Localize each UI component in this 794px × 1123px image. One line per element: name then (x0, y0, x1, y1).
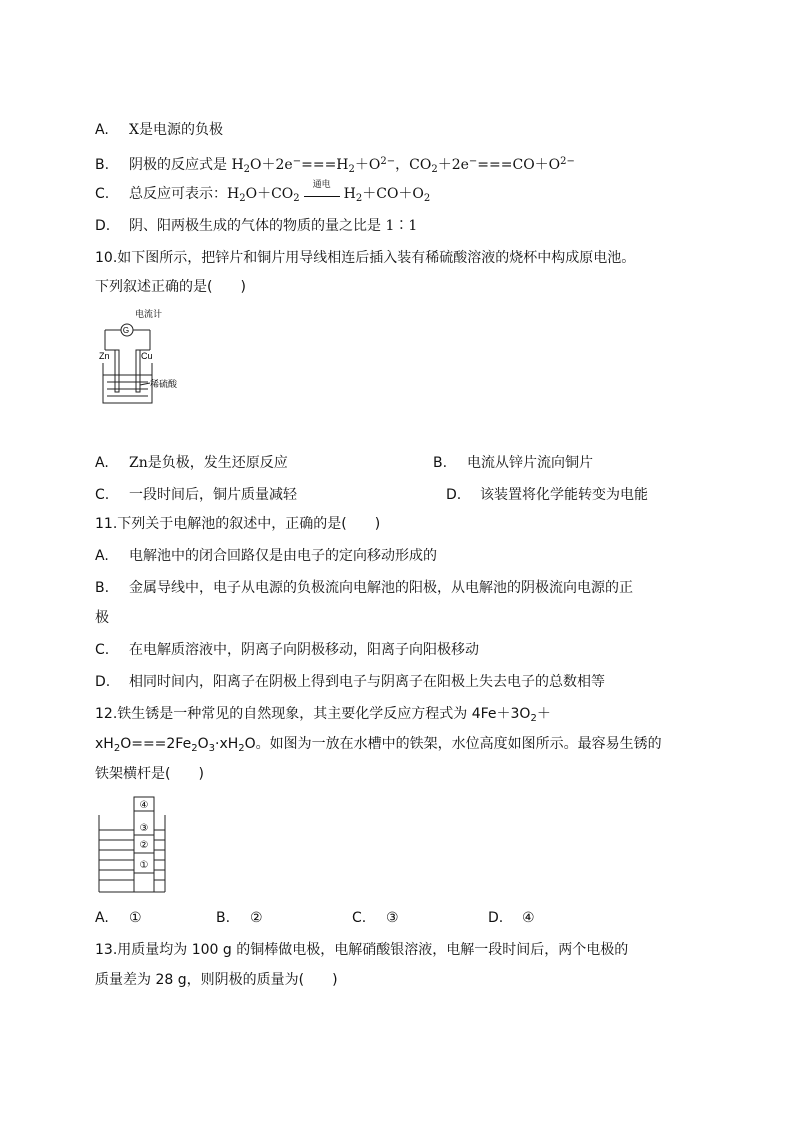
rack-label-1: ① (139, 860, 149, 871)
option-text: ＋CO＋O (362, 186, 424, 202)
option-label: D. (95, 674, 111, 690)
option-text: Zn是负极，发生还原反应 (129, 455, 288, 471)
option-text: 在电解质溶液中，阴离子向阴极移动，阳离子向阳极移动 (129, 642, 479, 658)
q12-option-a (95, 908, 142, 928)
stem-text: O。如图为一放在水槽中的铁架，水位高度如图所示。最容易生锈的 (244, 736, 662, 752)
subscript: 3 (208, 743, 215, 754)
galvanometer-label: 电流计 (135, 310, 163, 320)
stem-text: xH (95, 736, 114, 752)
superscript: − (468, 156, 478, 167)
option-label: A. (95, 910, 109, 926)
subscript: 2 (293, 193, 300, 204)
stem-text: ·xH (215, 736, 239, 752)
superscript: − (292, 156, 302, 167)
q12-stem-line-3: 铁架横杆是( ) (95, 766, 204, 782)
superscript: 2− (560, 156, 575, 167)
zn-label: Zn (99, 351, 110, 361)
q13-stem-line-1: 13.用质量均为 100 g 的铜棒做电极，电解硝酸银溶液，电解一段时间后，两个电极的 (95, 942, 629, 958)
option-text: ② (250, 910, 263, 926)
q10-option-c (95, 485, 297, 505)
subscript: 2 (348, 164, 355, 175)
option-label: C. (352, 910, 367, 926)
subscript: 2 (355, 193, 363, 204)
option-label: B. (95, 157, 110, 173)
cu-label: Cu (141, 351, 153, 361)
option-text: X是电源的负极 (129, 122, 223, 138)
zinc-electrode (115, 350, 119, 392)
q12-stem-line-1 (95, 704, 551, 729)
condition-text: 通电 (312, 180, 331, 190)
q11-stem: 11.下列关于电解池的叙述中，正确的是( ) (95, 516, 381, 532)
subscript: 2 (530, 713, 537, 724)
option-text: 总反应可表示：H (129, 186, 240, 202)
option-text: 一段时间后，铜片质量减轻 (129, 487, 297, 503)
option-text: 阴极的反应式是 H (129, 157, 244, 173)
option-text: ＋O (354, 157, 381, 173)
superscript: 2− (380, 156, 396, 167)
acid-pointer (140, 383, 150, 385)
option-label: A. (95, 122, 109, 138)
option-label: D. (446, 487, 462, 503)
option-text: 阴、阳两极生成的气体的物质的量之比是 1∶1 (129, 218, 418, 234)
beaker (103, 363, 152, 403)
q10-options-row-1 (95, 453, 288, 473)
q9-option-a (95, 120, 223, 140)
option-text: ③ (386, 910, 399, 926)
option-text: ＋2e (437, 157, 469, 173)
option-text: 电解池中的闭合回路仅是由电子的定向移动形成的 (129, 548, 437, 564)
acid-label: 稀硫酸 (150, 380, 178, 390)
option-label: A. (95, 548, 109, 564)
subscript: 2 (243, 164, 251, 175)
subscript: 2 (423, 193, 431, 204)
q10-option-b (433, 453, 593, 473)
option-label: A. (95, 455, 109, 471)
q12-option-d (488, 908, 535, 928)
q11-option-c (95, 640, 479, 660)
option-text: O＋CO (245, 186, 294, 202)
q11-option-b-continued: 极 (95, 610, 109, 626)
galvanometer-symbol: G (122, 326, 130, 335)
subscript: 2 (431, 164, 438, 175)
iron-rack-figure (97, 795, 167, 895)
option-text: ，CO (395, 157, 432, 173)
reaction-condition (300, 180, 344, 204)
q11-option-d (95, 672, 605, 692)
option-label: C. (95, 487, 110, 503)
option-text: 该装置将化学能转变为电能 (480, 487, 648, 503)
stem-text: 12.铁生锈是一种常见的自然现象，其主要化学反应方程式为 4Fe＋3O (95, 706, 531, 722)
option-text: ===CO＋O (477, 157, 561, 173)
q9-option-c (95, 180, 431, 209)
q10-option-d (446, 485, 648, 505)
option-text: ===H (301, 157, 349, 173)
option-label: C. (95, 642, 110, 658)
option-text: 电流从锌片流向铜片 (467, 455, 593, 471)
galvanic-cell-figure (95, 305, 205, 410)
option-text: H (343, 186, 356, 202)
q11-option-b (95, 578, 633, 598)
option-label: D. (95, 218, 111, 234)
option-label: B. (433, 455, 448, 471)
stem-text: ＋ (536, 706, 551, 722)
rack-label-2: ② (139, 840, 149, 851)
stem-text: O (197, 736, 209, 752)
q12-option-b (216, 908, 263, 928)
option-text: ① (129, 910, 142, 926)
subscript: 2 (191, 743, 198, 754)
option-label: D. (488, 910, 504, 926)
option-text: ④ (522, 910, 535, 926)
option-text: 相同时间内，阳离子在阴极上得到电子与阴离子在阳极上失去电子的总数相等 (129, 674, 605, 690)
subscript: 2 (238, 743, 245, 754)
q12-stem-line-2 (95, 734, 662, 759)
option-text: O＋2e (250, 157, 293, 173)
rack-label-4: ④ (139, 800, 149, 811)
subscript: 2 (113, 743, 121, 754)
rack-label-3: ③ (139, 823, 149, 834)
option-label: B. (216, 910, 231, 926)
copper-electrode (136, 350, 140, 392)
q13-stem-line-2: 质量差为 28 g，则阴极的质量为( ) (95, 972, 338, 988)
q10-stem-line-1: 10.如下图所示，把锌片和铜片用导线相连后插入装有稀硫酸溶液的烧杯中构成原电池。 (95, 250, 636, 266)
q12-option-c (352, 908, 399, 928)
stem-text: O===2Fe (120, 736, 192, 752)
q9-option-d (95, 216, 417, 236)
option-text: 金属导线中，电子从电源的负极流向电解池的阳极，从电解池的阴极流向电源的正 (129, 580, 633, 596)
subscript: 2 (239, 193, 246, 204)
option-label: C. (95, 186, 110, 202)
q11-option-a (95, 546, 437, 566)
q10-stem-line-2: 下列叙述正确的是( ) (95, 279, 246, 295)
option-label: B. (95, 580, 110, 596)
